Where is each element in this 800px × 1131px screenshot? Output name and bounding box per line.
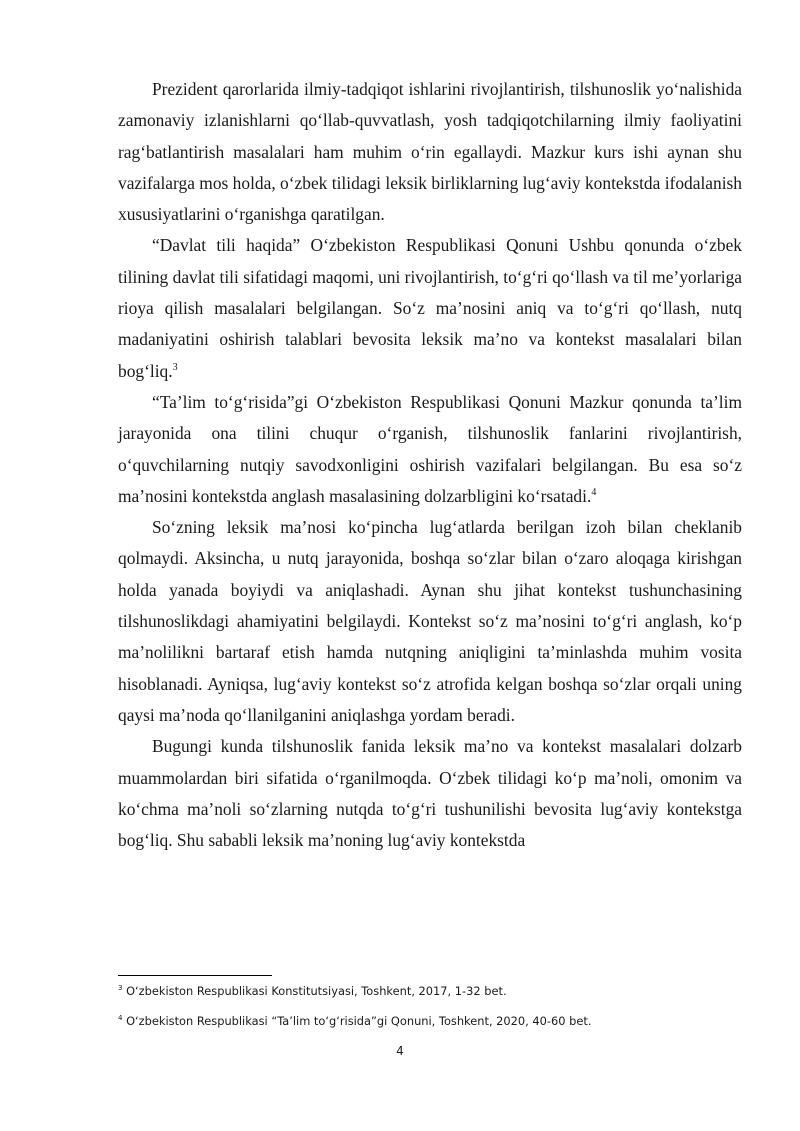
paragraph-5: Bugungi kunda tilshunoslik fanida leksik ma’no va kontekst masalalari dolzarb muammolardan biri sifatida o‘rganilmoqda. O‘zbek tilidagi ko‘p ma’noli, omonim va ko‘chma ma’noli so‘zlarning nutqda to‘g‘ri tushunilishi bevosita lug‘aviy kontekstga bog‘liq. Shu sababli leksik ma’noning lug‘aviy kontekstda <box>118 736 742 851</box>
footnote-number: 3 <box>118 984 123 993</box>
footnote-text: O‘zbekiston Respublikasi Konstitutsiyasi, Toshkent, 2017, 1-32 bet. <box>126 984 507 998</box>
document-body <box>118 74 742 856</box>
footnote-ref-4[interactable]: 4 <box>591 487 597 499</box>
law-title-state-language: “Davlat tili haqida” O‘zbekiston Respublikasi Qonuni <box>152 235 559 256</box>
paragraph-3-text: Mazkur qonunda ta’lim jarayonida ona tilini chuqur o‘rganish, tilshunoslik fanlarini rivojlantirish, o‘quvchilarning nutqiy savodxonligini oshirish vazifalari belgilangan. Bu esa so‘z ma’nosini kontekstda anglash masalasining dolzarbligini ko‘rsatadi. <box>118 391 742 506</box>
footnote-text: O‘zbekiston Respublikasi “Ta’lim to‘g‘risida”gi Qonuni, Toshkent, 2020, 40-60 bet. <box>126 1014 592 1028</box>
footnote-3 <box>118 984 742 999</box>
paragraph-4: So‘zning leksik ma’nosi ko‘pincha lug‘atlarda berilgan izoh bilan cheklanib qolmaydi. Aksincha, u nutq jarayonida, boshqa so‘zlar bilan o‘zaro aloqaga kirishgan holda yanada boyiydi va aniqlashadi. Aynan shu jihat kontekst tushunchasining tilshunoslikdagi ahamiyatini belgilaydi. Kontekst so‘z ma’nosini to‘g‘ri anglash, ko‘p ma’nolilikni bartaraf etish hamda nutqning aniqligini ta’minlashda muhim vosita hisoblanadi. Ayniqsa, lug‘aviy kontekst so‘z atrofida kelgan boshqa so‘zlar orqali uning qaysi ma’noda qo‘llanilganini aniqlashga yordam beradi. <box>118 517 742 725</box>
footnote-4 <box>118 1014 742 1029</box>
paragraph-2-text: Ushbu qonunda o‘zbek tilining davlat tili sifatidagi maqomi, uni rivojlantirish, to‘g‘ri qo‘llash va til me’yorlariga rioya qilish masalalari belgilangan. So‘z ma’nosini aniq va to‘g‘ri qo‘llash, nutq madaniyatini oshirish talablari bevosita leksik ma’no va kontekst masalalari bilan bog‘liq. <box>118 235 742 381</box>
footnote-ref-3[interactable]: 3 <box>172 361 178 373</box>
paragraph-3 <box>118 387 742 512</box>
footnotes <box>118 975 742 1044</box>
page-number: 4 <box>396 1044 404 1058</box>
paragraph-2 <box>118 230 742 386</box>
law-title-education: “Ta’lim to‘g‘risida”gi O‘zbekiston Respublikasi Qonuni <box>152 391 561 412</box>
paragraph-1: Prezident qarorlarida ilmiy-tadqiqot ishlarini rivojlantirish, tilshunoslik yo‘nalishida zamonaviy izlanishlarni qo‘llab-quvvatlash, yosh tadqiqotchilarning ilmiy faoliyatini rag‘batlantirish masalalari ham muhim o‘rin egallaydi. Mazkur kurs ishi aynan shu vazifalarga mos holda, o‘zbek tilidagi leksik birliklarning lug‘aviy kontekstda ifodalanish xususiyatlarini o‘rganishga qaratilgan. <box>118 79 742 225</box>
footnote-number: 4 <box>118 1014 123 1023</box>
footnote-separator <box>118 975 272 976</box>
